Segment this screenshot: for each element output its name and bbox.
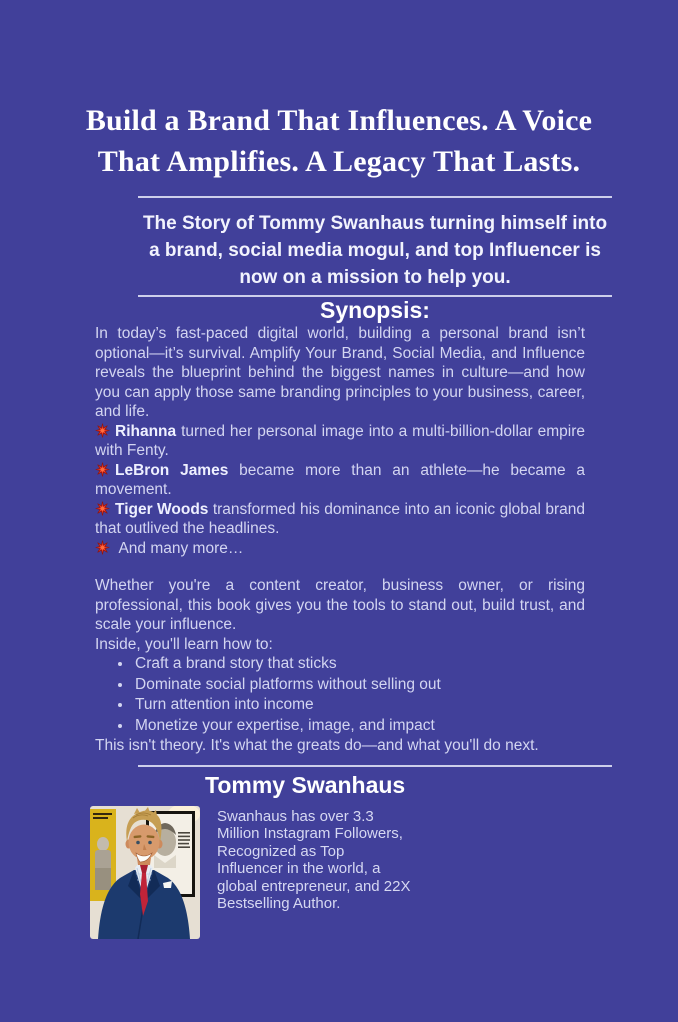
synopsis-heading: Synopsis: [320,297,430,323]
highlight-item [95,461,585,500]
highlight-text: transformed his dominance into an iconic global brand that outlived the headlines. [95,500,586,537]
closing-line: This isn't theory. It's what the greats do—and what you'll do next. [95,737,539,754]
synopsis-intro: In today’s fast-paced digital world, building a personal brand isn’t optional—it’s survival. Amplify Your Brand, Social Media, and Influence reveals the blueprint behind the biggest names in culture—and how you can apply those same branding principles to your business, career, and life. [95,325,585,420]
highlight-list [95,422,585,559]
author-name: Tommy Swanhaus [205,771,406,798]
author-bio: Swanhaus has over 3.3 Million Instagram Followers, Recognized as Top Influencer in the world, a global entrepreneur, and 22X Bestselling Author. [217,807,411,912]
subtitle: The Story of Tommy Swanhaus turning himself into a brand, social media mogul, and top Influencer is now on a mission to help you. [142,213,608,288]
burst-icon [95,501,110,516]
highlight-text: turned her personal image into a multi-billion-dollar empire with Fenty. [95,422,585,459]
burst-icon [95,462,110,477]
title-line-2: That Amplifies. A Legacy That Lasts. [97,145,581,178]
highlight-name: LeBron James [115,461,229,479]
page-title [0,0,678,182]
synopsis-body [95,324,585,756]
burst-icon [95,540,110,555]
author-section [90,806,678,939]
learn-item: • Craft a brand story that sticks [133,654,585,675]
learn-item: • Dominate social platforms without selling out [133,675,585,696]
list-intro: Inside, you'll learn how to: [95,635,273,653]
title-line-1: Build a Brand That Influences. A Voice [85,104,593,137]
synopsis-paragraph: Whether you're a content creator, business owner, or rising professional, this book gives you the tools to stand out, build trust, and scale your influence. [95,577,585,633]
highlight-name: Tiger Woods [115,500,209,518]
highlight-item [95,539,585,559]
highlight-item [95,500,585,539]
divider-top [138,196,612,198]
learn-item: • Turn attention into income [133,695,585,716]
highlight-name: Rihanna [115,422,177,440]
highlight-item [95,422,585,461]
highlight-text: And many more… [118,539,244,557]
learn-list [133,654,585,736]
divider-author [138,765,612,767]
highlight-text: became more than an athlete—he became a movement. [95,461,585,498]
author-photo-illustration [90,806,200,939]
learn-item: • Monetize your expertise, image, and impact [133,716,585,737]
burst-icon [95,423,110,438]
author-photo [90,806,200,939]
divider-subtitle [138,295,612,297]
